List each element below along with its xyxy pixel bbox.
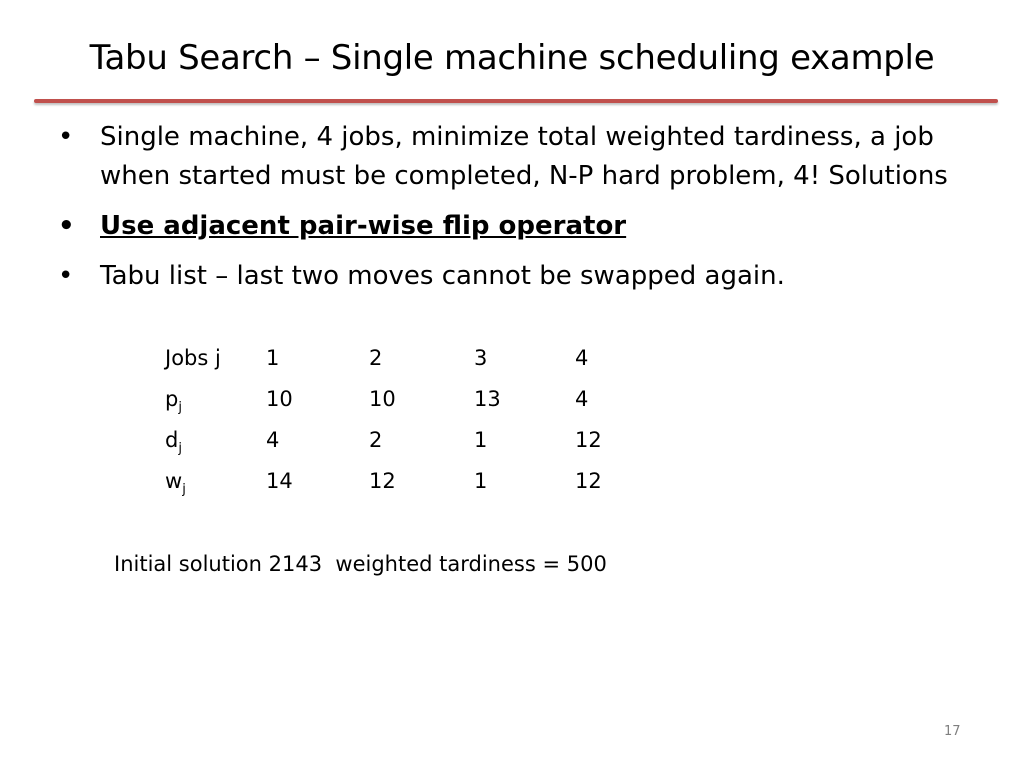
table-header-label: Jobs j [165, 346, 221, 370]
table-cell: 4 [266, 428, 280, 452]
row-label-subscript: j [178, 400, 182, 416]
bullet-item [58, 257, 978, 296]
page-number: 17 [944, 724, 961, 739]
bullet-item [58, 118, 978, 196]
row-label-text: d [165, 428, 179, 452]
table-cell: 10 [369, 387, 396, 411]
bullet-icon: • [58, 122, 74, 152]
table-cell: 1 [474, 428, 488, 452]
slide-title: Tabu Search – Single machine scheduling example [89, 38, 935, 78]
row-label [165, 428, 182, 456]
row-label [165, 469, 186, 497]
table-cell: 14 [266, 469, 293, 493]
table-cell: 12 [575, 428, 602, 452]
bullet-text: Tabu list – last two moves cannot be swapped again. [100, 261, 785, 291]
row-label-subscript: j [182, 482, 186, 498]
bullet-icon: • [58, 211, 75, 241]
table-header-cell: 2 [369, 346, 383, 370]
bullet-list [58, 118, 978, 307]
row-label-subscript: j [178, 441, 182, 457]
table-header-cell: 1 [266, 346, 280, 370]
row-label-text: p [165, 387, 179, 411]
bullet-icon: • [58, 261, 74, 291]
table-cell: 12 [369, 469, 396, 493]
bullet-text: Single machine, 4 jobs, minimize total weighted tardiness, a job when started must be completed, N-P hard problem, 4! Solutions [100, 122, 948, 191]
table-cell: 10 [266, 387, 293, 411]
table-header-cell: 4 [575, 346, 589, 370]
row-label [165, 387, 182, 415]
title-underline [34, 99, 998, 103]
row-label-text: w [165, 469, 183, 493]
table-cell: 13 [474, 387, 501, 411]
bullet-text: Use adjacent pair-wise flip operator [100, 211, 627, 241]
table-header-cell: 3 [474, 346, 488, 370]
table-cell: 4 [575, 387, 589, 411]
table-cell: 1 [474, 469, 488, 493]
table-cell: 12 [575, 469, 602, 493]
bullet-item [58, 207, 978, 246]
initial-solution-text: Initial solution 2143 weighted tardiness = 500 [114, 552, 607, 576]
table-cell: 2 [369, 428, 383, 452]
